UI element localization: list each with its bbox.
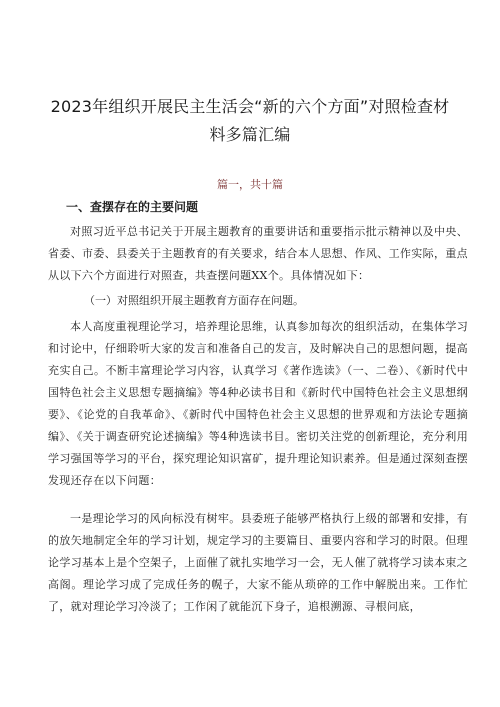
paragraph-intro: 对照习近平总书记关于开展主题教育的重要讲话和重要指示批示精神以及中央、省委、市委、县委关于主题教育的有关要求，结合本人思想、作风、工作实际，重点从以下六个方面进行对照查，共查摆问题XX个。具体情况如下： [48, 225, 468, 282]
paragraph-problem: 一是理论学习的风向标没有树牢。县委班子能够严格执行上级的部署和安排，有的放矢地制定全年的学习计划，规定学习的主要篇目、重要内容和学习的时限。但理论学习基本上是个空架子，上面催了就扎实地学习一会，无人催了就将学习读本束之高阁。理论学习成了完成任务的幌子，大家不能从琐碎的工作中解脱出来。工作忙了，就对理论学习冷淡了；工作闲了就能沉下身子，追根溯源、寻根问底， [48, 512, 468, 613]
document-title-line1: 2023年组织开展民主生活会“新的六个方面”对照检查材 [50, 97, 450, 116]
document-subtitle: 篇一，共十篇 [217, 178, 283, 191]
document-title-line2: 料多篇汇编 [209, 125, 291, 144]
subsection-heading: （一）对照组织开展主题教育方面存在问题。 [84, 294, 304, 307]
section-heading: 一、查摆存在的主要问题 [66, 200, 199, 214]
paragraph-study: 本人高度重视理论学习，培养理论思维，认真参加每次的组织活动，在集体学习和讨论中，仔细聆听大家的发言和准备自己的发言，及时解决自己的思想问题，提高充实自己。不断丰富理论学习内容，认真学习《著作选读》（一、二卷）、《新时代中国特色社会主义思想专题摘编》等4种必读书目和《新时代中国特色社会主义思想纲要》、《论党的自我革命》、《新时代中国特色社会主义思想的世界观和方法论专题摘编》、《关于调查研究论述摘编》等4种选读书目。密切关注党的创新理论，充分利用学习强国等学习的平台，探究理论知识富矿，提升理论知识素养。但是通过深刻查摆发现还存在以下问题： [48, 320, 468, 487]
